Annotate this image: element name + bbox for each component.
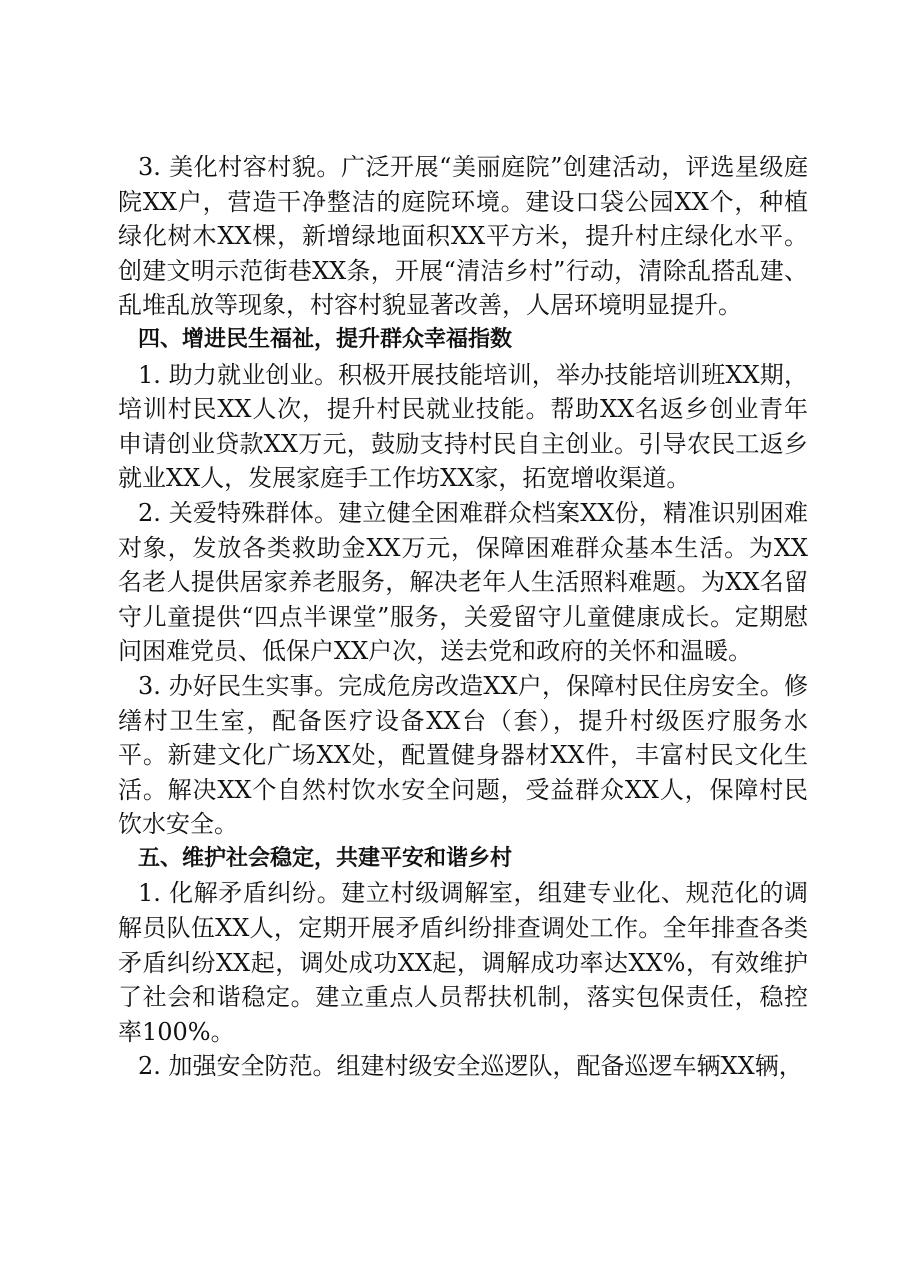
paragraph-employment: 1. 助力就业创业。积极开展技能培训，举办技能培训班XX期，培训村民XX人次，提升村民就业技能。帮助XX名返乡创业青年申请创业贷款XX万元，鼓励支持村民自主创业。引导农民工返乡就业XX人，发展家庭手工作坊XX家，拓宽增收渠道。 [118, 360, 808, 493]
paragraph-special-groups: 2. 关爱特殊群体。建立健全困难群众档案XX份，精准识别困难对象，发放各类救助金XX万元，保障困难群众基本生活。为XX名老人提供居家养老服务，解决老年人生活照料难题。为XX名留守儿童提供“四点半课堂”服务，关爱留守儿童健康成长。定期慰问困难党员、低保户XX户次，送去党和政府的关怀和温暖。 [118, 498, 808, 666]
section-heading-4: 四、增进民生福祉，提升群众幸福指数 [138, 326, 513, 352]
section-heading-5: 五、维护社会稳定，共建平安和谐乡村 [138, 845, 513, 871]
paragraph-livelihood-projects: 3. 办好民生实事。完成危房改造XX户，保障村民住房安全。修缮村卫生室，配备医疗设备XX台（套），提升村级医疗服务水平。新建文化广场XX处，配置健身器材XX件，丰富村民文化生活。解决XX个自然村饮水安全问题，受益群众XX人，保障村民饮水安全。 [118, 671, 808, 839]
paragraph-security-patrol: 2. 加强安全防范。组建村级安全巡逻队，配备巡逻车辆XX辆， [138, 1052, 803, 1081]
paragraph-beautify-village: 3. 美化村容村貌。广泛开展“美丽庭院”创建活动，评选星级庭院XX户，营造干净整洁的庭院环境。建设口袋公园XX个，种植绿化树木XX棵，新增绿地面积XX平方米，提升村庄绿化水平。创建文明示范街巷XX条，开展“清洁乡村”行动，清除乱搭乱建、乱堆乱放等现象，村容村貌显著改善，人居环境明显提升。 [118, 153, 808, 320]
document-body [118, 150, 808, 1084]
paragraph-dispute-resolution: 1. 化解矛盾纠纷。建立村级调解室，组建专业化、规范化的调解员队伍XX人，定期开展矛盾纠纷排查调处工作。全年排查各类矛盾纠纷XX起，调处成功XX起，调解成功率达XX%，有效维护了社会和谐稳定。建立重点人员帮扶机制，落实包保责任，稳控率100%。 [118, 879, 808, 1046]
